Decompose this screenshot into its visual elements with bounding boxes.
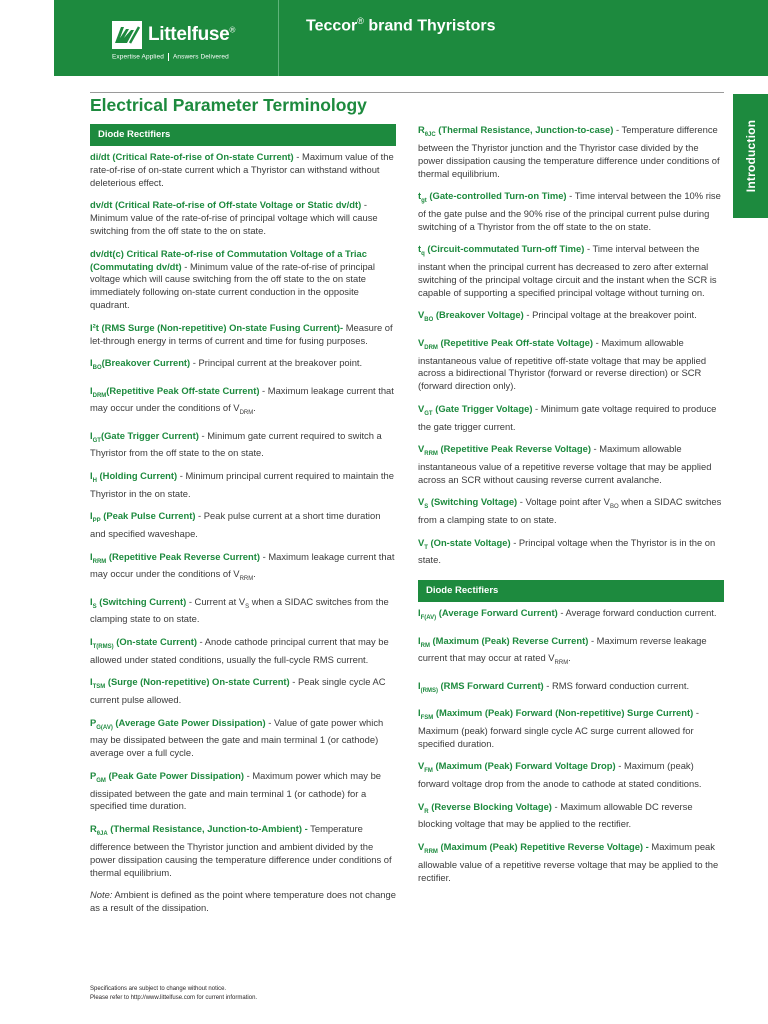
term-description <box>558 607 717 618</box>
term-entry <box>418 607 724 625</box>
term-symbol: V <box>418 336 425 348</box>
term-subscript: FM <box>424 768 433 775</box>
description-text: Maximum peak allowable value of a repetitive reverse voltage that may be applied to the rectifier. <box>418 840 719 883</box>
term-name <box>90 322 343 333</box>
term-title: (Maximum (Peak) Repetitive Reverse Voltage) - <box>437 840 649 852</box>
description-text: - RMS forward conduction current. <box>543 679 690 691</box>
term-title: (Average Forward Current) <box>436 607 558 619</box>
description-text-end: . <box>253 402 256 414</box>
term-subscript: GM <box>96 777 106 784</box>
term-symbol: V <box>418 800 425 812</box>
term-subscript: S <box>92 603 97 610</box>
term-entry <box>418 337 724 394</box>
term-entry <box>90 322 396 348</box>
description-text: - Maximum allowable instantaneous value of a repetitive reverse voltage that may be applied across an SCR without causing reverse current avalanche. <box>418 443 712 485</box>
description-text-end: . <box>568 652 571 664</box>
term-subscript: FSM <box>420 715 434 722</box>
section-header-diode-rectifiers-2: Diode Rectifiers <box>418 580 724 602</box>
term-title: (Gate Trigger Current) <box>100 429 199 441</box>
term-subscript: RRM <box>92 558 107 565</box>
littelfuse-logo-icon <box>112 21 142 49</box>
description-text: - Average forward conduction current. <box>557 607 717 619</box>
description-text: - Principal voltage at the breakover point. <box>523 309 697 321</box>
description-text: - Voltage point after V <box>517 496 610 508</box>
description-subscript: RRM <box>239 576 254 583</box>
footer-line-2: Please refer to http://www.littelfuse.com for current information. <box>90 995 258 1001</box>
term-subscript: T(RMS) <box>92 643 114 650</box>
term-subscript: PP <box>92 518 101 525</box>
term-entry <box>90 199 396 238</box>
term-subscript: RRM <box>424 848 438 855</box>
term-entry <box>90 717 396 761</box>
description-subscript: S <box>245 603 250 610</box>
description-text: - Maximum leakage current that may occur under the conditions of V <box>90 550 395 580</box>
term-name <box>418 607 558 622</box>
term-entry <box>418 124 724 181</box>
term-subscript: BO <box>424 317 434 324</box>
description-text: - Time interval between the 10% rise of the gate pulse and the 90% rise of the principal current pulse during switching of a Thyristor from the off state to the on state. <box>418 190 721 232</box>
term-name <box>90 769 244 784</box>
term-symbol: I <box>90 510 93 522</box>
term-name <box>418 496 518 511</box>
term-entry <box>418 537 724 568</box>
right-entry-list <box>418 124 724 567</box>
term-symbol: I <box>418 679 421 691</box>
term-entry <box>418 496 724 527</box>
term-entry <box>90 823 396 880</box>
term-name <box>90 676 290 691</box>
left-column <box>90 124 396 915</box>
term-name <box>90 595 187 610</box>
description-text: - Maximum leakage current that may occur under the conditions of V <box>90 384 394 414</box>
term-entry <box>418 635 724 671</box>
term-entry <box>90 636 396 667</box>
description-subscript: RRM <box>554 660 569 667</box>
term-entry <box>90 248 396 313</box>
section-tab-introduction[interactable] <box>733 94 768 218</box>
term-symbol: V <box>418 402 425 414</box>
right-column <box>418 124 724 894</box>
term-name <box>418 800 552 815</box>
term-title: (Thermal Resistance, Junction-to-Ambient) - <box>107 822 308 834</box>
term-name <box>90 429 199 444</box>
term-description <box>190 357 362 368</box>
description-text: - Maximum (peak) forward single cycle AC surge current allowed for specified duration. <box>418 707 699 749</box>
term-title: (Switching Current) <box>96 595 187 607</box>
description-text-end: when a SIDAC switches from a clamping state to on state. <box>418 496 722 526</box>
term-entry <box>418 243 724 300</box>
term-name <box>418 124 614 138</box>
description-text: - Maximum reverse leakage current that may occur at rated V <box>418 634 707 664</box>
description-text: - Peak pulse current at a short time duration and specified waveshape. <box>90 510 381 540</box>
term-title: (Breakover Voltage) <box>433 309 524 321</box>
description-text-end: when a SIDAC switches from the clamping state to on state. <box>90 595 389 625</box>
term-symbol: R <box>418 124 425 135</box>
term-entry <box>90 430 396 461</box>
header-title: Teccor® brand Thyristors <box>306 16 496 35</box>
brand-tagline <box>112 53 229 61</box>
term-title: (Peak Gate Power Dissipation) <box>105 769 244 781</box>
term-description <box>524 309 697 320</box>
section-header-diode-rectifiers: Diode Rectifiers <box>90 124 396 146</box>
description-text: - Time interval between the instant when the principal current has decreased to zero after external switching of the principal voltage circuit and the instant when the SCR is capable of supporting a specified principal voltage without turning on. <box>418 243 717 298</box>
term-subscript: θJC <box>424 131 436 138</box>
term-subscript: TSM <box>92 684 106 691</box>
description-text: - Minimum value of the rate-of-rise of principal voltage which will cause switching from the off state to the on state. <box>90 199 378 237</box>
term-name <box>418 309 524 324</box>
description-text: - Maximum (peak) forward voltage drop from the anode to cathode at stated conditions. <box>418 760 702 790</box>
term-title: (Reverse Blocking Voltage) <box>428 800 552 812</box>
term-name <box>90 151 294 162</box>
term-subscript: DRM <box>92 392 107 399</box>
term-symbol: dv/dt(c) Critical Rate-of-rise of Commutation Voltage of a Triac (Commutating dv/dt) <box>90 247 367 272</box>
term-symbol: P <box>90 716 97 728</box>
term-name <box>90 716 266 731</box>
page-title: Electrical Parameter Terminology <box>90 95 367 115</box>
tagline-left: Expertise Applied <box>112 53 164 61</box>
term-title: (Repetitive Peak Reverse Current) <box>106 550 260 562</box>
term-entry <box>418 443 724 487</box>
term-name <box>418 443 591 457</box>
term-symbol: I <box>90 595 93 607</box>
term-title: (Repetitive Peak Off-state Current) <box>106 384 260 396</box>
term-symbol: I <box>418 634 421 646</box>
term-symbol: I <box>90 429 93 441</box>
term-name <box>418 336 594 351</box>
term-subscript: DRM <box>424 344 438 351</box>
description-text: Measure of let-through energy in terms of current and time for fusing purposes. <box>90 321 393 346</box>
term-name <box>418 243 585 258</box>
term-subscript: BO <box>92 365 102 372</box>
description-text: - Minimum gate current required to switch a Thyristor from the off state to the on state. <box>90 429 382 459</box>
left-entry-list <box>90 151 396 879</box>
term-title: (Repetitive Peak Reverse Voltage) <box>437 443 591 455</box>
description-text: Temperature difference between the Thyristor junction and ambient divided by the power dissipation causing the temperature difference under conditions of thermal equilibrium. <box>90 822 392 878</box>
term-symbol: dv/dt (Critical Rate-of-rise of Off-state Voltage or Static dv/dt) <box>90 199 362 211</box>
section-tab-label: Introduction <box>743 119 758 193</box>
term-symbol: I <box>90 384 93 396</box>
term-description <box>544 680 689 691</box>
term-subscript: H <box>92 477 97 484</box>
description-text: - Peak single cycle AC current pulse allowed. <box>90 676 386 706</box>
description-text-end: . <box>253 568 256 580</box>
term-name <box>418 760 616 775</box>
term-entry <box>90 676 396 707</box>
description-text: - Maximum value of the rate-of-rise of on-state current which a Thyristor can withstand without deleterious effect. <box>90 151 394 188</box>
term-symbol: I <box>90 635 93 647</box>
description-text: - Maximum allowable instantaneous value of repetitive off-state voltage that may be applied across a bidirectional Thyristor (forward or reverse direction) or SCR (forward direction only). <box>418 336 707 392</box>
term-symbol: I <box>418 607 421 619</box>
term-entry <box>418 841 724 885</box>
term-entry <box>418 309 724 327</box>
term-entry <box>90 770 396 814</box>
term-subscript: R <box>424 808 429 815</box>
term-subscript: GT <box>92 437 101 444</box>
term-entry <box>90 470 396 501</box>
term-title: (Breakover Current) <box>101 357 191 369</box>
term-title: (Circuit-commutated Turn-off Time) <box>424 243 585 255</box>
term-subscript: q <box>421 251 425 258</box>
term-symbol: I <box>418 707 421 719</box>
term-subscript: gt <box>421 197 427 204</box>
term-title: (Holding Current) <box>96 469 178 481</box>
term-title: (Gate-controlled Turn-on Time) <box>426 190 567 202</box>
term-symbol: V <box>418 443 425 455</box>
term-symbol: t <box>418 243 422 255</box>
footer-line-1: Specifications are subject to change without notice. <box>90 986 227 992</box>
term-subscript: RRM <box>424 451 438 457</box>
description-text: - Minimum gate voltage required to produce the gate trigger current. <box>418 402 717 432</box>
term-title: (Gate Trigger Voltage) <box>432 402 533 414</box>
term-entry <box>90 510 396 541</box>
term-subscript: S <box>424 504 429 511</box>
term-subscript: F(AV) <box>420 615 437 622</box>
term-title: (On-state Current) <box>113 635 197 647</box>
diode-entry-list <box>418 607 724 884</box>
term-name <box>418 707 694 722</box>
term-symbol: di/dt (Critical Rate-of-rise of On-state Current) <box>90 151 294 162</box>
term-name <box>418 634 589 649</box>
description-text: - Maximum power which may be dissipated between the gate and main terminal 1 (or cathode) for a specified time duration. <box>90 769 382 812</box>
term-entry <box>418 190 724 234</box>
term-entry <box>418 680 724 698</box>
term-name <box>90 510 196 525</box>
term-symbol: V <box>418 309 425 321</box>
term-symbol: I <box>90 469 93 481</box>
term-title: (Thermal Resistance, Junction-to-case) <box>435 124 614 135</box>
description-text: - Minimum principal current required to maintain the Thyristor in the on state. <box>90 469 394 499</box>
term-subscript: T <box>424 544 428 551</box>
term-title: (Maximum (Peak) Forward Voltage Drop) <box>432 760 616 772</box>
term-title: (Average Gate Power Dissipation) <box>112 716 266 728</box>
term-name <box>90 469 178 484</box>
term-name <box>90 384 260 399</box>
term-subscript: RM <box>420 642 430 649</box>
term-title: (RMS Forward Current) <box>437 679 544 691</box>
description-subscript: DRM <box>239 410 254 417</box>
term-entry <box>90 357 396 375</box>
term-symbol: P <box>90 769 97 781</box>
description-text: - Principal voltage when the Thyristor is in the on state. <box>418 536 716 566</box>
term-title: (Maximum (Peak) Reverse Current) <box>429 634 589 646</box>
term-name <box>90 635 197 650</box>
term-entry <box>418 801 724 832</box>
term-name <box>90 550 260 565</box>
page-footer <box>90 985 257 1003</box>
description-subscript: BO <box>609 504 619 511</box>
term-entry <box>90 385 396 421</box>
term-title: (On-state Voltage) <box>427 536 511 548</box>
term-name <box>418 840 649 855</box>
description-text: - Minimum value of the rate-of-rise of principal voltage which will cause switching from the off state to the on state immediately following on-state current conduction in the opposite quadrant. <box>90 260 375 311</box>
term-symbol: I²t (RMS Surge (Non-repetitive) On-state Fusing Current)- <box>90 321 344 333</box>
header-divider <box>278 0 279 76</box>
term-entry <box>90 551 396 587</box>
term-subscript: GT <box>424 410 433 417</box>
term-title: (Repetitive Peak Off-state Voltage) <box>437 336 594 348</box>
tagline-separator <box>168 53 169 61</box>
term-name <box>418 536 511 551</box>
term-title: (Surge (Non-repetitive) On-state Current) <box>105 676 290 688</box>
description-text: - Value of gate power which may be dissipated between the gate and main terminal 1 (or cathode) average over a full cycle. <box>90 716 384 759</box>
term-name <box>90 199 361 210</box>
term-entry <box>90 151 396 190</box>
term-symbol: I <box>90 550 93 562</box>
term-entry <box>418 707 724 751</box>
description-text: - Current at V <box>186 595 246 607</box>
ambient-note: Note: Ambient is defined as the point where temperature does not change as a result of the dissipation. <box>90 889 396 913</box>
term-symbol: R <box>90 822 97 834</box>
brand-name: Littelfuse® <box>148 24 236 45</box>
term-entry <box>418 403 724 434</box>
term-symbol: V <box>418 496 425 508</box>
term-subscript: θJA <box>96 830 108 837</box>
description-text: - Maximum allowable DC reverse blocking voltage that may be applied to the rectifier. <box>418 800 693 830</box>
description-text: - Principal current at the breakover point. <box>190 357 363 369</box>
term-name <box>418 402 533 417</box>
term-symbol: V <box>418 760 425 772</box>
term-symbol: I <box>90 357 93 369</box>
term-symbol: t <box>418 190 422 202</box>
term-name <box>418 679 544 694</box>
term-symbol: V <box>418 840 425 852</box>
term-entry <box>90 596 396 627</box>
title-rule <box>90 92 724 93</box>
description-text: - Anode cathode principal current that may be allowed under stated conditions, usually the full-cycle RMS current. <box>90 635 389 665</box>
term-symbol: I <box>90 676 93 688</box>
term-entry <box>418 760 724 791</box>
term-name <box>418 190 567 204</box>
term-name <box>90 822 308 837</box>
term-subscript: (RMS) <box>420 687 438 694</box>
term-title: (Switching Voltage) <box>428 496 518 508</box>
term-symbol: V <box>418 536 425 548</box>
tagline-right: Answers Delivered <box>172 53 229 61</box>
term-subscript: G(AV) <box>96 724 113 731</box>
littelfuse-logo <box>112 20 235 50</box>
description-text: - Temperature difference between the Thyristor junction and the Thyristor case divided by the power dissipation causing the temperature difference under conditions of thermal equilibrium. <box>418 124 720 179</box>
term-title: (Peak Pulse Current) <box>100 510 196 522</box>
term-name <box>90 357 191 372</box>
term-title: (Maximum (Peak) Forward (Non-repetitive) Surge Current) <box>433 707 694 719</box>
